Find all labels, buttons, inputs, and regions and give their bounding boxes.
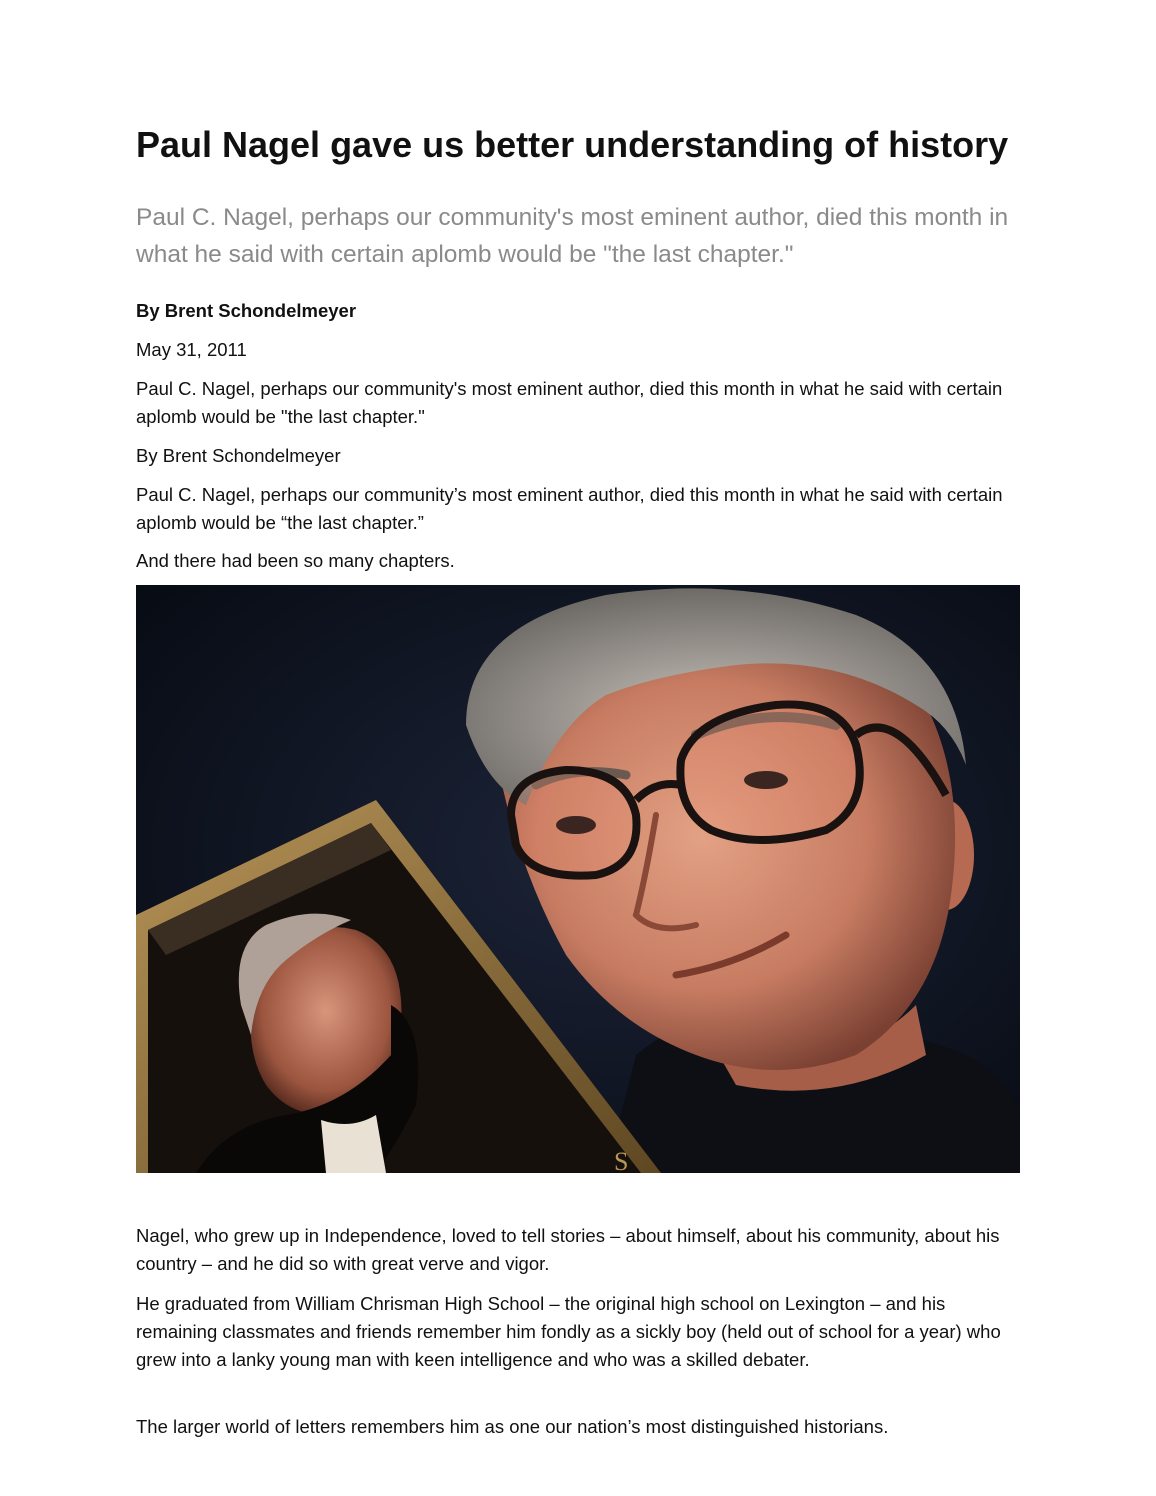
article-summary: Paul C. Nagel, perhaps our community's most eminent author, died this month in what he said with certain aplomb would be "the last chapter." xyxy=(136,378,1003,427)
article-subtitle: Paul C. Nagel, perhaps our community's most eminent author, died this month in what he said with certain aplomb would be "the last chapter." xyxy=(136,204,1009,268)
byline-bold: By Brent Schondelmeyer xyxy=(136,300,357,321)
book-title-fragment: S xyxy=(614,1147,629,1173)
lead-paragraph: Paul C. Nagel, perhaps our community’s most eminent author, died this month in what he said with certain aplomb would be “the last chapter.” xyxy=(136,484,1003,533)
body-paragraph-1: Nagel, who grew up in Independence, loved to tell stories – about himself, about his community, about his country – and he did so with great verve and vigor. xyxy=(136,1225,1000,1274)
eye-right xyxy=(744,771,788,789)
article-photo xyxy=(136,585,1020,1173)
portrait-photo-illustration xyxy=(136,585,1020,1173)
chapters-paragraph: And there had been so many chapters. xyxy=(136,550,455,571)
byline: By Brent Schondelmeyer xyxy=(136,445,341,466)
body-paragraph-3: The larger world of letters remembers him as one our nation’s most distinguished historians. xyxy=(136,1416,889,1437)
article-title: Paul Nagel gave us better understanding of history xyxy=(136,124,1009,165)
eye-left xyxy=(556,816,596,834)
body-paragraph-2: He graduated from William Chrisman High School – the original high school on Lexington – and his remaining classmates and friends remember him fondly as a sickly boy (held out of school for a year) who grew into a lanky young man with keen intelligence and who was a skilled debater. xyxy=(136,1293,1001,1370)
portrait-collar xyxy=(321,1115,386,1173)
article-date: May 31, 2011 xyxy=(136,339,247,360)
